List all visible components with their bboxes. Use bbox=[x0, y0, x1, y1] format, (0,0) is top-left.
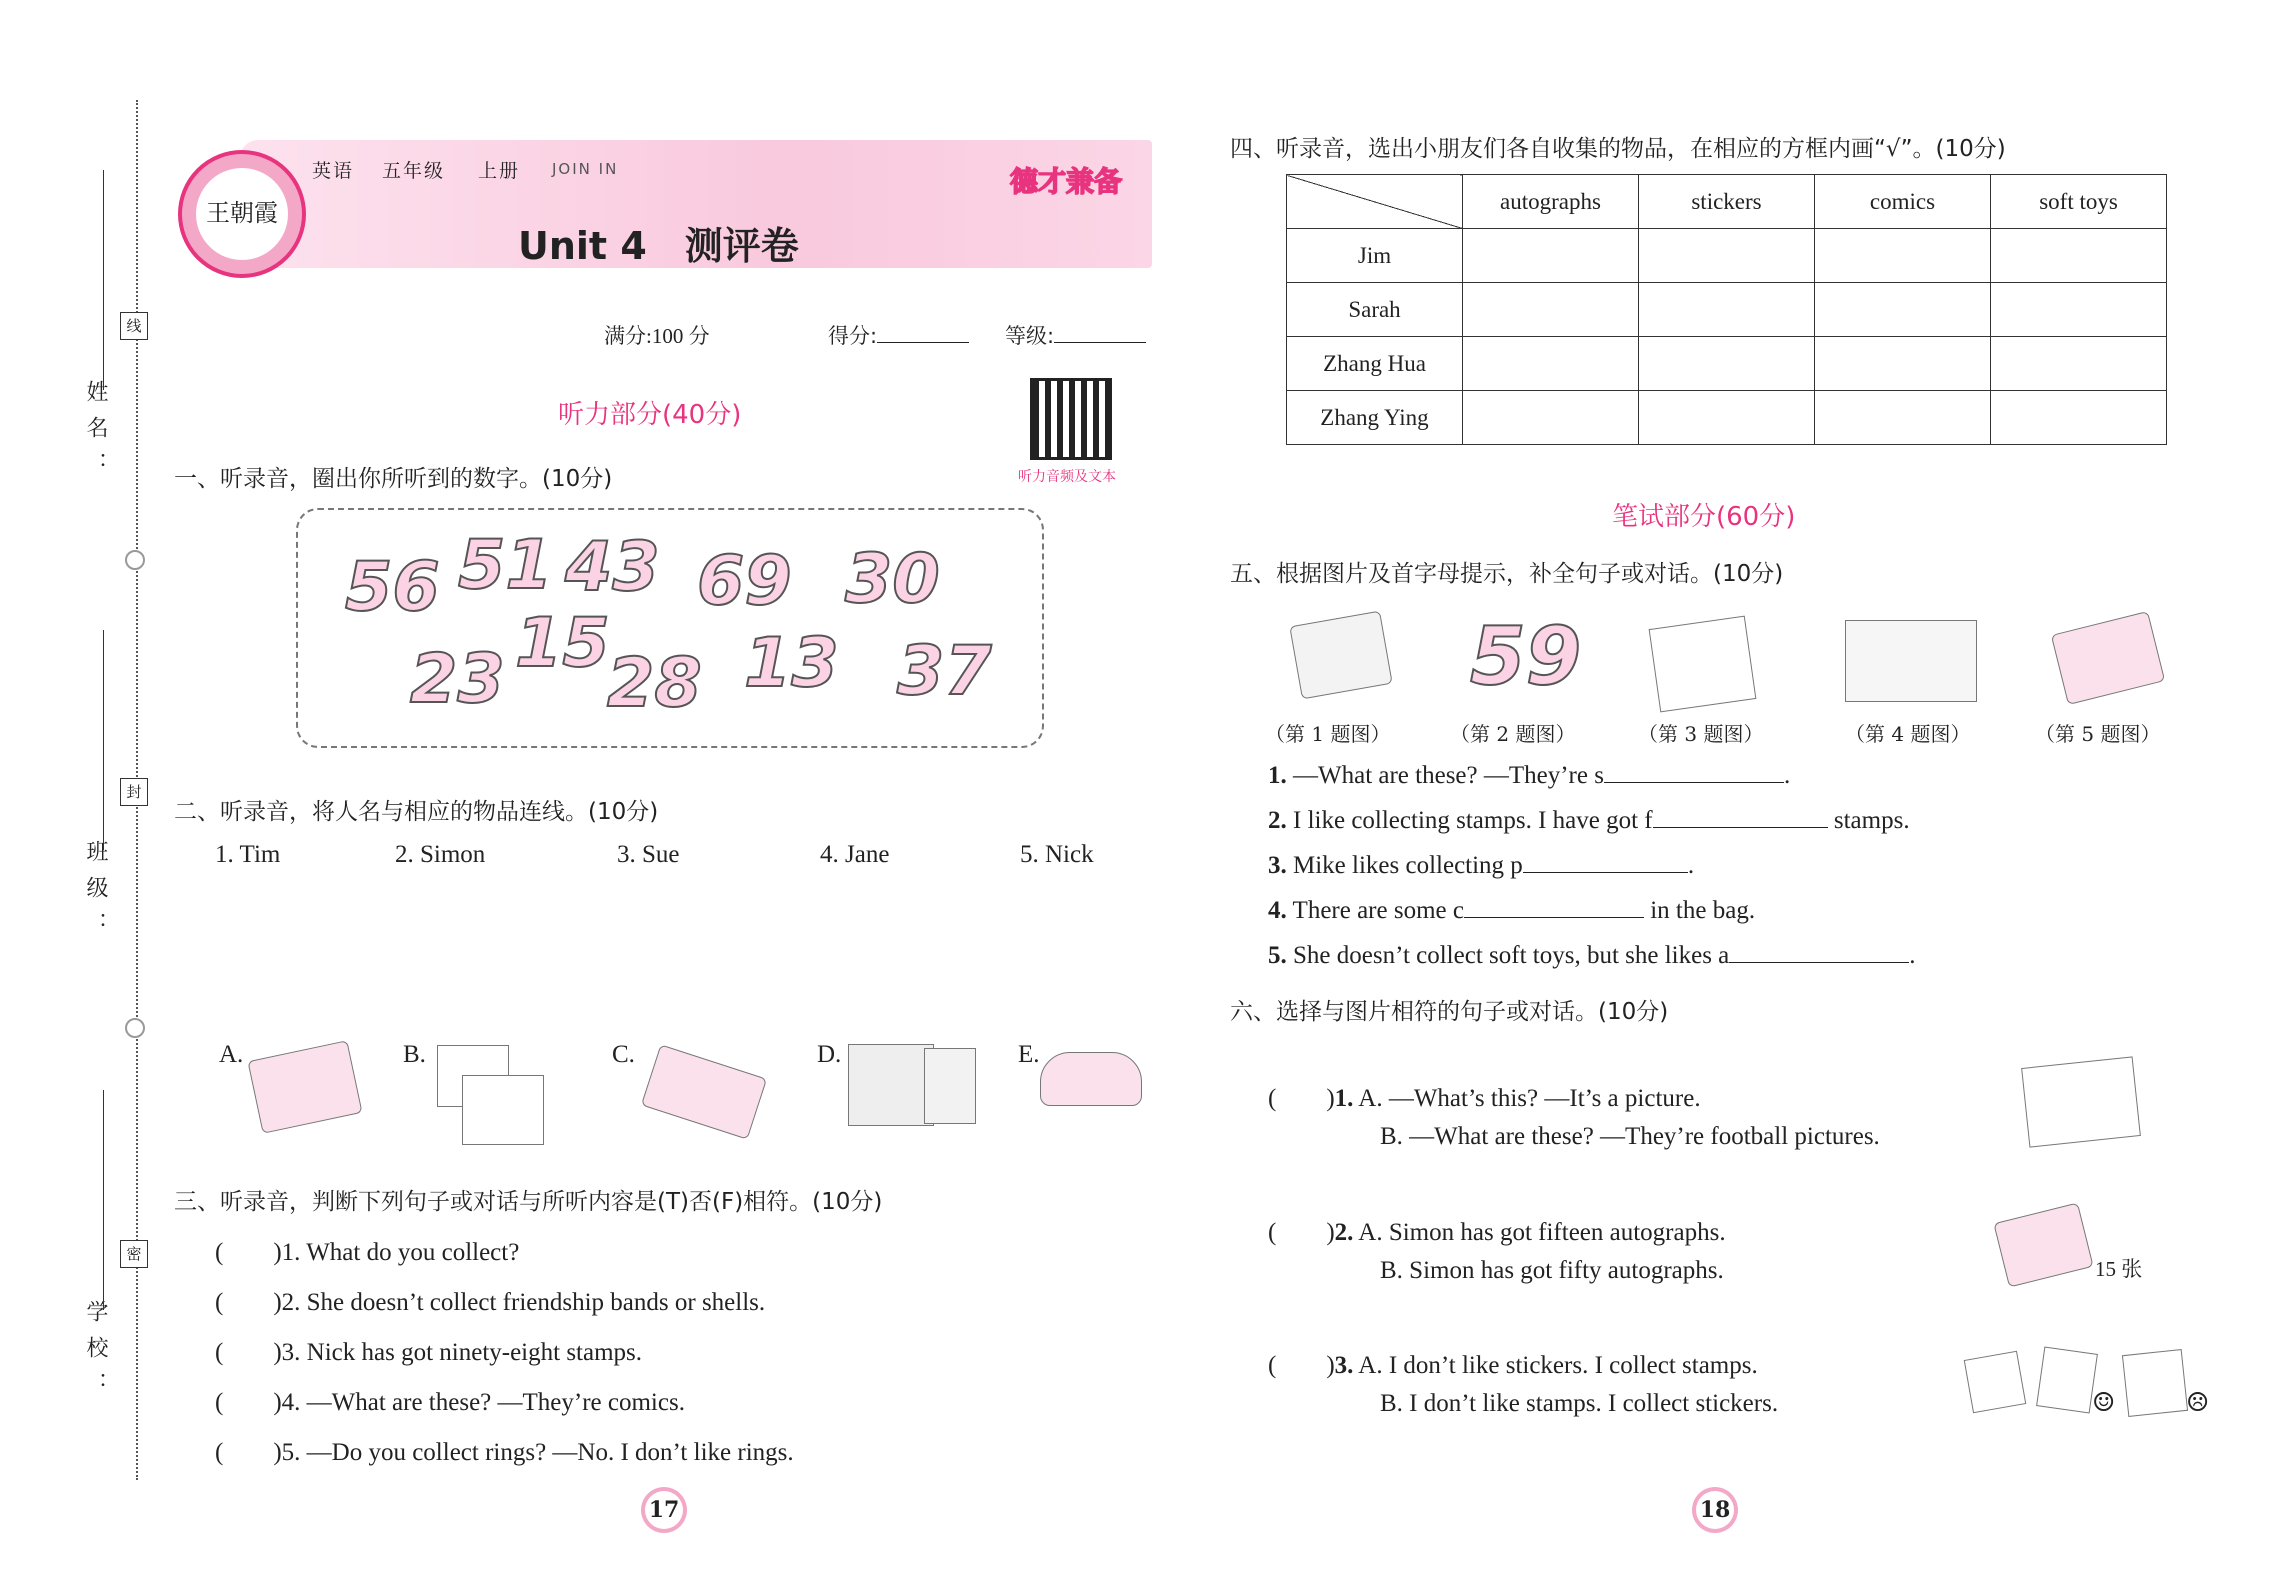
s6-option-a: A. I don’t like stickers. I collect stamps. bbox=[1358, 1352, 1758, 1379]
s5-item-num: 5. bbox=[1268, 942, 1287, 969]
s5-item-tail: . bbox=[1909, 942, 1916, 969]
check-cell[interactable] bbox=[1815, 229, 1991, 283]
s5-item-1 bbox=[1268, 762, 1790, 790]
s6-q-num: 2. bbox=[1334, 1219, 1354, 1246]
blank-input[interactable] bbox=[1604, 782, 1784, 783]
s6-option-a: A. Simon has got fifteen autographs. bbox=[1358, 1219, 1726, 1246]
check-cell[interactable] bbox=[1639, 391, 1815, 445]
football-pictures[interactable] bbox=[848, 1044, 934, 1126]
number-69[interactable]: 69 bbox=[697, 542, 792, 621]
table-corner-cell bbox=[1287, 175, 1463, 229]
page-title: Unit 4 测评卷 bbox=[518, 224, 799, 268]
s5-item-text: I like collecting stamps. I have got f bbox=[1286, 807, 1653, 834]
smile-face-icon: ☺ bbox=[2092, 1388, 2116, 1418]
qr-code-icon[interactable] bbox=[1030, 378, 1112, 460]
binding-ring-icon bbox=[125, 550, 145, 570]
s3-item-2-text: 2. She doesn’t collect friendship bands or shells. bbox=[281, 1289, 766, 1316]
grade-field-label: 等级: bbox=[1005, 324, 1055, 348]
margin-tab-secret: 密 bbox=[120, 1240, 148, 1268]
s6-q2-option-b: B. Simon has got fifty autographs. bbox=[1380, 1257, 1724, 1284]
column-header: comics bbox=[1815, 175, 1991, 229]
brand-logo bbox=[178, 150, 306, 278]
s5-item-num: 3. bbox=[1268, 852, 1287, 879]
s5-item-5 bbox=[1268, 942, 1916, 970]
score-label: 得分: bbox=[828, 324, 878, 348]
check-cell[interactable] bbox=[1463, 229, 1639, 283]
caption-2: （第 2 题图） bbox=[1450, 722, 1576, 746]
s6-football-pictures-image bbox=[2021, 1056, 2141, 1147]
check-cell[interactable] bbox=[1815, 391, 1991, 445]
s2-option-c: C. bbox=[612, 1041, 635, 1068]
caption-3: （第 3 题图） bbox=[1638, 722, 1764, 746]
name-label: 姓名： bbox=[83, 380, 108, 488]
number-51[interactable]: 51 bbox=[458, 526, 553, 605]
s3-item-3-text: 3. Nick has got ninety-eight stamps. bbox=[281, 1339, 643, 1366]
s3-item-4[interactable]: ( )4. —What are these? —They’re comics. bbox=[215, 1389, 685, 1416]
number-43[interactable]: 43 bbox=[565, 528, 660, 607]
collection-table bbox=[1286, 174, 2167, 445]
caption-1: （第 1 题图） bbox=[1265, 722, 1391, 746]
s6-q1[interactable]: ( )1. A. —What’s this? —It’s a picture. bbox=[1268, 1085, 1701, 1112]
s5-item-tail: . bbox=[1687, 852, 1695, 879]
s3-item-1[interactable]: ( )1. What do you collect? bbox=[215, 1239, 520, 1266]
s5-item-num: 2. bbox=[1268, 807, 1287, 834]
s5-item-text: There are some c bbox=[1286, 897, 1464, 924]
check-cell[interactable] bbox=[1639, 229, 1815, 283]
check-cell[interactable] bbox=[1815, 337, 1991, 391]
brand-name: 王朝霞 bbox=[196, 168, 288, 260]
number-28[interactable]: 28 bbox=[607, 644, 702, 723]
s6-q3[interactable]: ( )3. A. I don’t like stickers. I collect stamps. bbox=[1268, 1352, 1758, 1379]
s2-option-d: D. bbox=[817, 1041, 842, 1068]
s6-q-num: 1. bbox=[1334, 1085, 1354, 1112]
s5-item-tail: . bbox=[1783, 762, 1791, 789]
check-cell[interactable] bbox=[1991, 391, 2167, 445]
s6-q3-option-b: B. I don’t like stamps. I collect stickers. bbox=[1380, 1390, 1779, 1417]
s6-heading: 六、选择与图片相符的句子或对话。(10分) bbox=[1230, 999, 1669, 1025]
number-59-image: 59 bbox=[1470, 610, 1582, 703]
caption-5: （第 5 题图） bbox=[2035, 722, 2161, 746]
s3-heading: 三、听录音，判断下列句子或对话与所听内容是(T)否(F)相符。(10分) bbox=[174, 1189, 883, 1215]
s3-item-5-text: 5. —Do you collect rings? —No. I don’t like rings. bbox=[281, 1439, 794, 1466]
s3-item-5[interactable]: ( )5. —Do you collect rings? —No. I don’t like rings. bbox=[215, 1439, 794, 1466]
s6-autographs-image bbox=[1993, 1202, 2093, 1287]
s3-item-1-text: 1. What do you collect? bbox=[281, 1239, 520, 1266]
check-cell[interactable] bbox=[1991, 229, 2167, 283]
stamp-image bbox=[1964, 1351, 2027, 1414]
margin-tab-line: 线 bbox=[120, 312, 148, 340]
edition-label: JOIN IN bbox=[552, 160, 619, 178]
number-30[interactable]: 30 bbox=[845, 540, 940, 619]
s5-item-3 bbox=[1268, 852, 1694, 880]
blank-input[interactable] bbox=[1653, 827, 1828, 828]
soft-toy-picture[interactable] bbox=[1040, 1052, 1142, 1106]
column-header: soft toys bbox=[1991, 175, 2167, 229]
school-label: 学校： bbox=[83, 1300, 108, 1408]
s6-quantity-label: 15 张 bbox=[2095, 1257, 2143, 1281]
s3-item-3[interactable]: ( )3. Nick has got ninety-eight stamps. bbox=[215, 1339, 643, 1366]
s5-item-2 bbox=[1268, 807, 1910, 835]
s5-item-text: —What are these? —They’re s bbox=[1286, 762, 1604, 789]
s5-item-tail: in the bag. bbox=[1643, 897, 1756, 924]
listening-section-title: 听力部分(40分) bbox=[558, 400, 742, 430]
s2-option-e: E. bbox=[1018, 1041, 1040, 1068]
s1-heading: 一、听录音，圈出你所听到的数字。(10分) bbox=[174, 466, 613, 492]
check-cell[interactable] bbox=[1639, 337, 1815, 391]
s4-heading: 四、听录音，选出小朋友们各自收集的物品，在相应的方框内画“√”。(10分) bbox=[1230, 136, 2006, 162]
s2-option-b: B. bbox=[403, 1041, 426, 1068]
blank-input[interactable] bbox=[1523, 872, 1688, 873]
page-number-right-text: 18 bbox=[1696, 1491, 1734, 1529]
stickers-image bbox=[1289, 611, 1392, 700]
s5-item-num: 4. bbox=[1268, 897, 1287, 924]
number-15[interactable]: 15 bbox=[515, 604, 610, 683]
photos-image bbox=[1845, 620, 1977, 702]
s5-item-text: Mike likes collecting p bbox=[1286, 852, 1523, 879]
s6-option-a: A. —What’s this? —It’s a picture. bbox=[1358, 1085, 1701, 1112]
autographs-image bbox=[2051, 611, 2165, 705]
check-cell[interactable] bbox=[1815, 283, 1991, 337]
stamp-image-2 bbox=[2036, 1347, 2098, 1414]
school-line bbox=[103, 1090, 104, 1310]
check-cell[interactable] bbox=[1463, 337, 1639, 391]
pictures-picture-2[interactable] bbox=[462, 1075, 544, 1145]
grade-field[interactable] bbox=[1005, 320, 1146, 350]
qr-caption: 听力音频及文本 bbox=[1018, 469, 1116, 485]
full-score: 满分:100 分 bbox=[604, 324, 710, 348]
binding-ring-icon bbox=[125, 1018, 145, 1038]
subject-label: 英语 bbox=[312, 160, 355, 182]
row-header: Sarah bbox=[1287, 283, 1463, 337]
s3-item-4-text: 4. —What are these? —They’re comics. bbox=[281, 1389, 685, 1416]
football-pictures-2[interactable] bbox=[924, 1048, 976, 1124]
s6-q-num: 3. bbox=[1334, 1352, 1354, 1379]
score-field[interactable] bbox=[828, 320, 969, 350]
column-header: stickers bbox=[1639, 175, 1815, 229]
s5-item-text: She doesn’t collect soft toys, but she likes a bbox=[1286, 942, 1730, 969]
row-header: Jim bbox=[1287, 229, 1463, 283]
stickers-picture[interactable] bbox=[247, 1040, 362, 1134]
s5-item-4 bbox=[1268, 897, 1755, 925]
row-header: Zhang Ying bbox=[1287, 391, 1463, 445]
number-13[interactable]: 13 bbox=[744, 624, 839, 703]
class-line bbox=[103, 630, 104, 850]
page-number-right bbox=[1692, 1487, 1738, 1533]
check-cell[interactable] bbox=[1991, 337, 2167, 391]
s5-item-tail: stamps. bbox=[1827, 807, 1910, 834]
blank-input[interactable] bbox=[1464, 917, 1644, 918]
check-cell[interactable] bbox=[1463, 391, 1639, 445]
s6-q2[interactable]: ( )2. A. Simon has got fifteen autographs. bbox=[1268, 1219, 1726, 1246]
margin-tab-seal: 封 bbox=[120, 778, 148, 806]
number-56[interactable]: 56 bbox=[345, 548, 440, 627]
s2-name-jane[interactable]: 4. Jane bbox=[820, 841, 890, 868]
s2-name-sue[interactable]: 3. Sue bbox=[617, 841, 680, 868]
check-cell[interactable] bbox=[1463, 283, 1639, 337]
pictures-image bbox=[1649, 616, 1757, 713]
sad-face-icon: ☹ bbox=[2186, 1388, 2210, 1418]
class-label: 班级： bbox=[83, 840, 108, 948]
row-header: Zhang Hua bbox=[1287, 337, 1463, 391]
s2-heading: 二、听录音，将人名与相应的物品连线。(10分) bbox=[174, 799, 659, 825]
number-37[interactable]: 37 bbox=[897, 632, 992, 711]
check-cell[interactable] bbox=[1639, 283, 1815, 337]
term-label: 上册 bbox=[478, 160, 521, 182]
s6-q1-option-b: B. —What are these? —They’re football pictures. bbox=[1380, 1123, 1880, 1150]
motto-stamp: 德才兼备 bbox=[1010, 165, 1123, 198]
blank-input[interactable] bbox=[1729, 962, 1909, 963]
caption-4: （第 4 题图） bbox=[1845, 722, 1971, 746]
s2-name-nick[interactable]: 5. Nick bbox=[1020, 841, 1094, 868]
s3-item-2[interactable]: ( )2. She doesn’t collect friendship bands or shells. bbox=[215, 1289, 766, 1316]
s2-name-simon[interactable]: 2. Simon bbox=[395, 841, 486, 868]
grade-label: 五年级 bbox=[382, 160, 446, 182]
name-line bbox=[103, 170, 104, 390]
column-header: autographs bbox=[1463, 175, 1639, 229]
number-23[interactable]: 23 bbox=[410, 640, 505, 719]
s2-name-tim[interactable]: 1. Tim bbox=[215, 841, 281, 868]
comics-picture[interactable] bbox=[641, 1044, 767, 1139]
s5-item-num: 1. bbox=[1268, 762, 1287, 789]
page-number-left bbox=[641, 1487, 687, 1533]
check-cell[interactable] bbox=[1991, 283, 2167, 337]
s5-heading: 五、根据图片及首字母提示，补全句子或对话。(10分) bbox=[1230, 561, 1784, 587]
stamp-image-3 bbox=[2122, 1349, 2188, 1417]
s2-option-a: A. bbox=[219, 1041, 244, 1068]
writing-section-title: 笔试部分(60分) bbox=[1612, 502, 1796, 532]
page-number-left-text: 17 bbox=[645, 1491, 683, 1529]
